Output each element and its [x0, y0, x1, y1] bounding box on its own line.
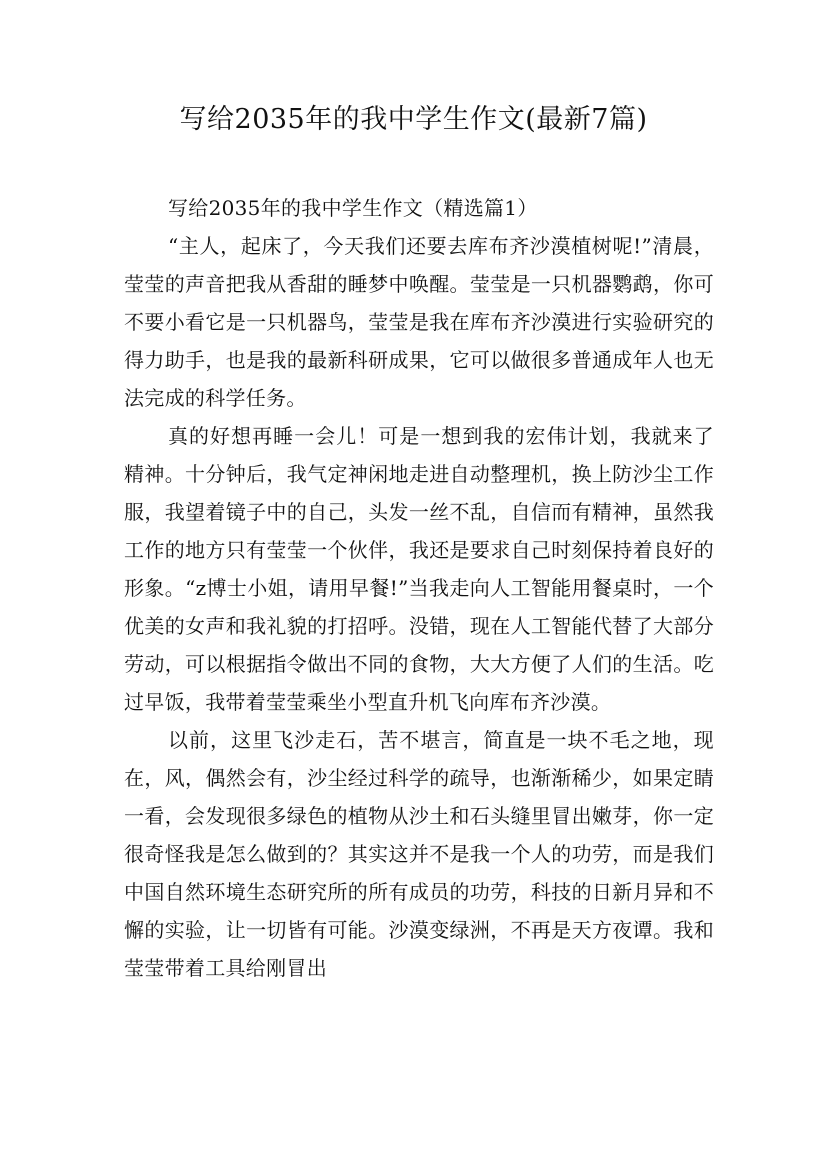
paragraph-1: “主人，起床了，今天我们还要去库布齐沙漠植树呢!”清晨，莹莹的声音把我从香甜的睡梦中唤醒。莹莹是一只机器鹦鹉，你可不要小看它是一只机器鸟，莹莹是我在库布齐沙漠进行实验研究的得力助手，也是我的最新科研成果，它可以做很多普通成年人也无法完成的科学任务。 — [124, 234, 714, 410]
document-title: 写给2035年的我中学生作文(最新7篇) — [179, 104, 648, 135]
section-subtitle: 写给2035年的我中学生作文（精选篇1） — [168, 196, 538, 220]
document-body — [124, 189, 714, 987]
paragraph-3: 以前，这里飞沙走石，苦不堪言，简直是一块不毛之地，现在，风，偶然会有，沙尘经过科学的疏导，也渐渐稀少，如果定睛一看，会发现很多绿色的植物从沙土和石头缝里冒出嫩芽，你一定很奇怪我是怎么做到的？其实这并不是我一个人的功劳，而是我们中国自然环境生态研究所的所有成员的功劳，科技的日新月异和不懈的实验，让一切皆有可能。沙漠变绿洲，不再是天方夜谭。我和莹莹带着工具给刚冒出 — [124, 728, 714, 980]
paragraph-2: 真的好想再睡一会儿！可是一想到我的宏伟计划，我就来了精神。十分钟后，我气定神闲地走进自动整理机，换上防沙尘工作服，我望着镜子中的自己，头发一丝不乱，自信而有精神，虽然我工作的地方只有莹莹一个伙伴，我还是要求自己时刻保持着良好的形象。“z博士小姐，请用早餐!”当我走向人工智能用餐桌时，一个优美的女声和我礼貌的打招呼。没错，现在人工智能代替了大部分劳动，可以根据指令做出不同的食物，大大方便了人们的生活。吃过早饭，我带着莹莹乘坐小型直升机飞向库布齐沙漠。 — [124, 424, 714, 714]
